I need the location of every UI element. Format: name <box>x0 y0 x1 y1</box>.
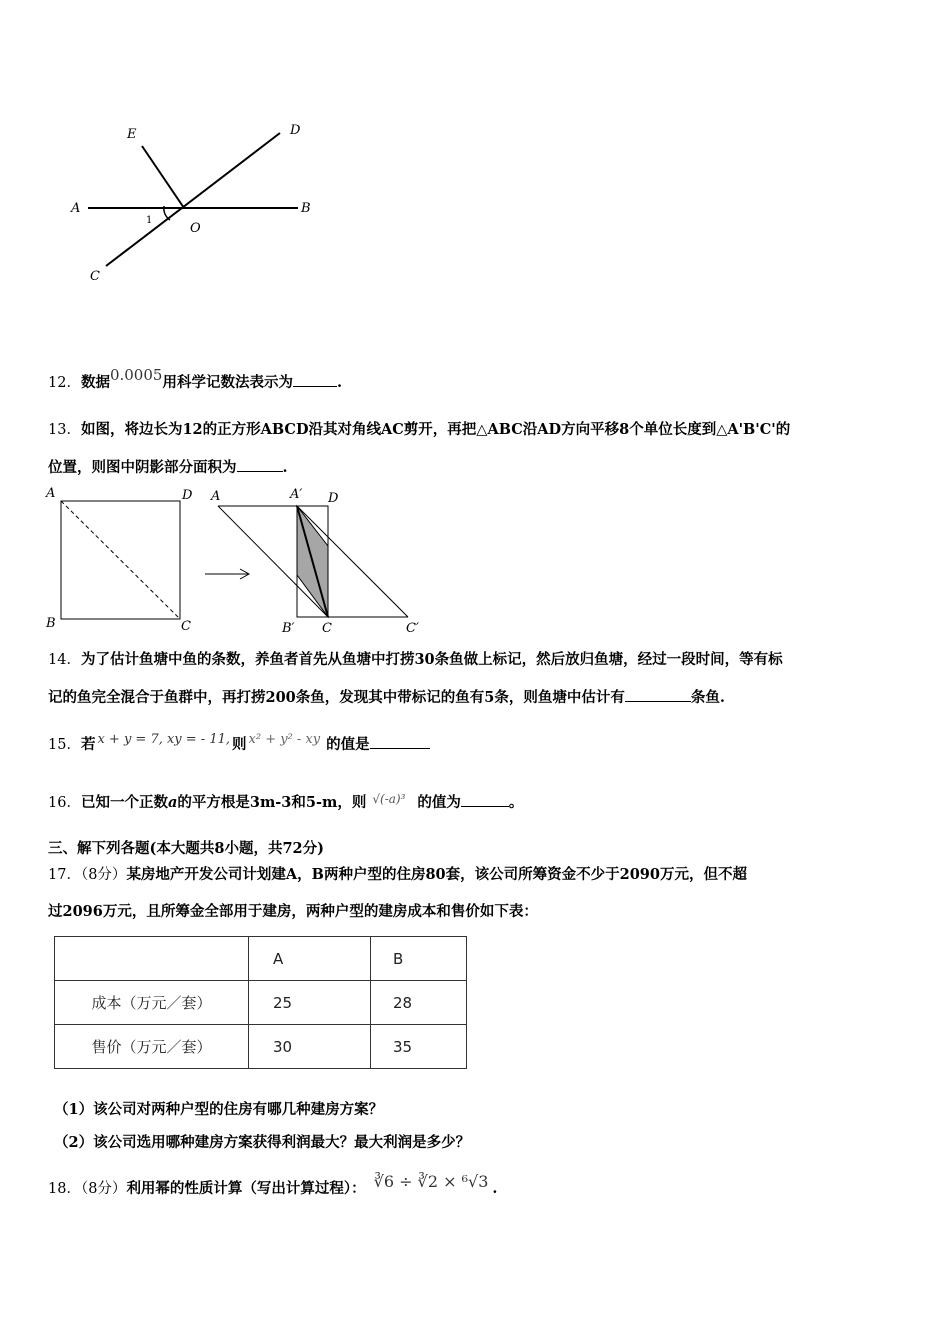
q16-expression: √(-a)³ <box>372 792 406 806</box>
q16-variable: a <box>167 794 178 811</box>
table-header-cell: B <box>371 937 467 981</box>
table-row <box>55 1025 467 1069</box>
q12-end: . <box>336 374 343 391</box>
fig13-label-a: A <box>46 486 56 501</box>
q14-answer-blank[interactable] <box>625 687 691 702</box>
q16-answer-blank[interactable] <box>461 792 509 807</box>
table-header-cell <box>55 937 249 981</box>
q12-text: 用科学记数法表示为 <box>162 374 293 391</box>
label-e: E <box>127 127 137 142</box>
q12-number: 12． <box>48 375 81 391</box>
q15-answer-blank[interactable] <box>370 734 430 749</box>
q13-number: 13． <box>48 422 81 438</box>
q15-prefix: 若 <box>80 736 96 753</box>
q13-answer-blank[interactable] <box>237 457 283 472</box>
angle-figure <box>60 118 330 288</box>
table-cell: 成本（万元／套） <box>55 981 249 1025</box>
fig13-label-b-prime: B′ <box>282 621 295 636</box>
fig13-label-b: B <box>46 616 56 631</box>
q16-prefix: 已知一个正数 <box>80 794 168 811</box>
q12-answer-blank[interactable] <box>293 372 337 387</box>
q13-end: . <box>282 459 288 476</box>
q13-line1: 如图，将边长为12的正方形ABCD沿其对角线AC剪开，再把△ABC沿AD方向平移8个单位长度到△A'B'C'的 <box>80 421 791 438</box>
q16-number: 16． <box>48 795 81 811</box>
q14-line2: 记的鱼完全混合于鱼群中，再打捞200条鱼，发现其中带标记的鱼有5条，则鱼塘中估计有 <box>48 689 625 706</box>
q12-value: 0.0005 <box>109 366 163 384</box>
question-13-line1 <box>48 420 790 440</box>
table-cell: 25 <box>249 981 371 1025</box>
q15-expression: x² + y² - xy <box>248 732 321 747</box>
question-14-line2 <box>48 687 725 708</box>
label-c: C <box>90 269 100 284</box>
q12-prefix: 数据 <box>80 374 110 391</box>
q18-end: . <box>492 1180 498 1197</box>
table-cell: 35 <box>371 1025 467 1069</box>
square-translation-figure <box>40 484 440 636</box>
fig13-label-c2: C <box>322 621 332 636</box>
question-17-line1 <box>48 865 747 885</box>
q15-condition: x + y = 7, xy = - 11, <box>97 732 231 747</box>
diagonal-ac <box>61 501 180 619</box>
label-b: B <box>301 201 311 216</box>
q17-line1: 某房地产开发公司计划建A，B两种户型的住房80套，该公司所筹资金不少于2090万元，但不超 <box>126 866 747 883</box>
q17-sub-question-1: （1）该公司对两种户型的住房有哪几种建房方案？ <box>54 1101 384 1118</box>
label-d: D <box>290 123 301 138</box>
question-17-line2 <box>48 902 538 922</box>
q15-suffix: 的值是 <box>326 736 370 753</box>
line-cd <box>106 133 280 266</box>
table-row <box>55 981 467 1025</box>
cost-price-table <box>54 936 467 1069</box>
fig13-label-c: C <box>181 619 191 634</box>
ray-oe <box>142 146 184 208</box>
section-3-heading: 三、解下列各题(本大题共8小题，共72分) <box>48 840 324 857</box>
table-header-row <box>55 937 467 981</box>
table-cell: 售价（万元／套） <box>55 1025 249 1069</box>
question-15 <box>48 734 430 756</box>
q17-sub-question-2: （2）该公司选用哪种建房方案获得利润最大？最大利润是多少？ <box>54 1134 471 1151</box>
q16-end: 。 <box>508 794 524 811</box>
label-a: A <box>71 201 81 216</box>
q17-number: 17． <box>48 867 81 883</box>
label-o: O <box>190 221 201 236</box>
question-16 <box>48 792 523 813</box>
q14-end: 条鱼. <box>690 689 725 706</box>
q18-number: 18． <box>48 1181 81 1197</box>
table-cell: 30 <box>249 1025 371 1069</box>
q18-score: （8分） <box>80 1181 127 1197</box>
q18-expression: ∛6 ÷ ∛2 × ⁶√3 <box>373 1172 489 1191</box>
q13-line2: 位置，则图中阴影部分面积为 <box>48 459 237 476</box>
question-14-line1 <box>48 650 783 670</box>
label-angle-1: 1 <box>146 215 153 226</box>
q17-line2: 过2096万元，且所筹金全部用于建房，两种户型的建房成本和售价如下表： <box>48 903 538 920</box>
q15-mid: 则 <box>232 736 247 753</box>
fig13-label-c-prime: C′ <box>406 621 419 636</box>
q15-number: 15． <box>48 737 81 753</box>
q17-score: （8分） <box>80 867 127 883</box>
q14-number: 14． <box>48 652 81 668</box>
question-12 <box>48 366 343 393</box>
q16-suffix: 的值为 <box>417 794 461 811</box>
fig13-label-d2: D <box>328 491 339 506</box>
q18-text: 利用幂的性质计算（写出计算过程）： <box>126 1180 366 1197</box>
fig13-label-a-prime: A′ <box>290 487 303 502</box>
q16-mid: 的平方根是3m-3和5-m，则 <box>177 794 367 811</box>
question-13-line2 <box>48 457 288 478</box>
question-18 <box>48 1172 498 1199</box>
fig13-label-a2: A <box>211 489 221 504</box>
q14-line1: 为了估计鱼塘中鱼的条数，养鱼者首先从鱼塘中打捞30条鱼做上标记，然后放归鱼塘，经过一段时间，等有标 <box>80 651 783 668</box>
table-cell: 28 <box>371 981 467 1025</box>
table-header-cell: A <box>249 937 371 981</box>
fig13-label-d: D <box>182 488 193 503</box>
